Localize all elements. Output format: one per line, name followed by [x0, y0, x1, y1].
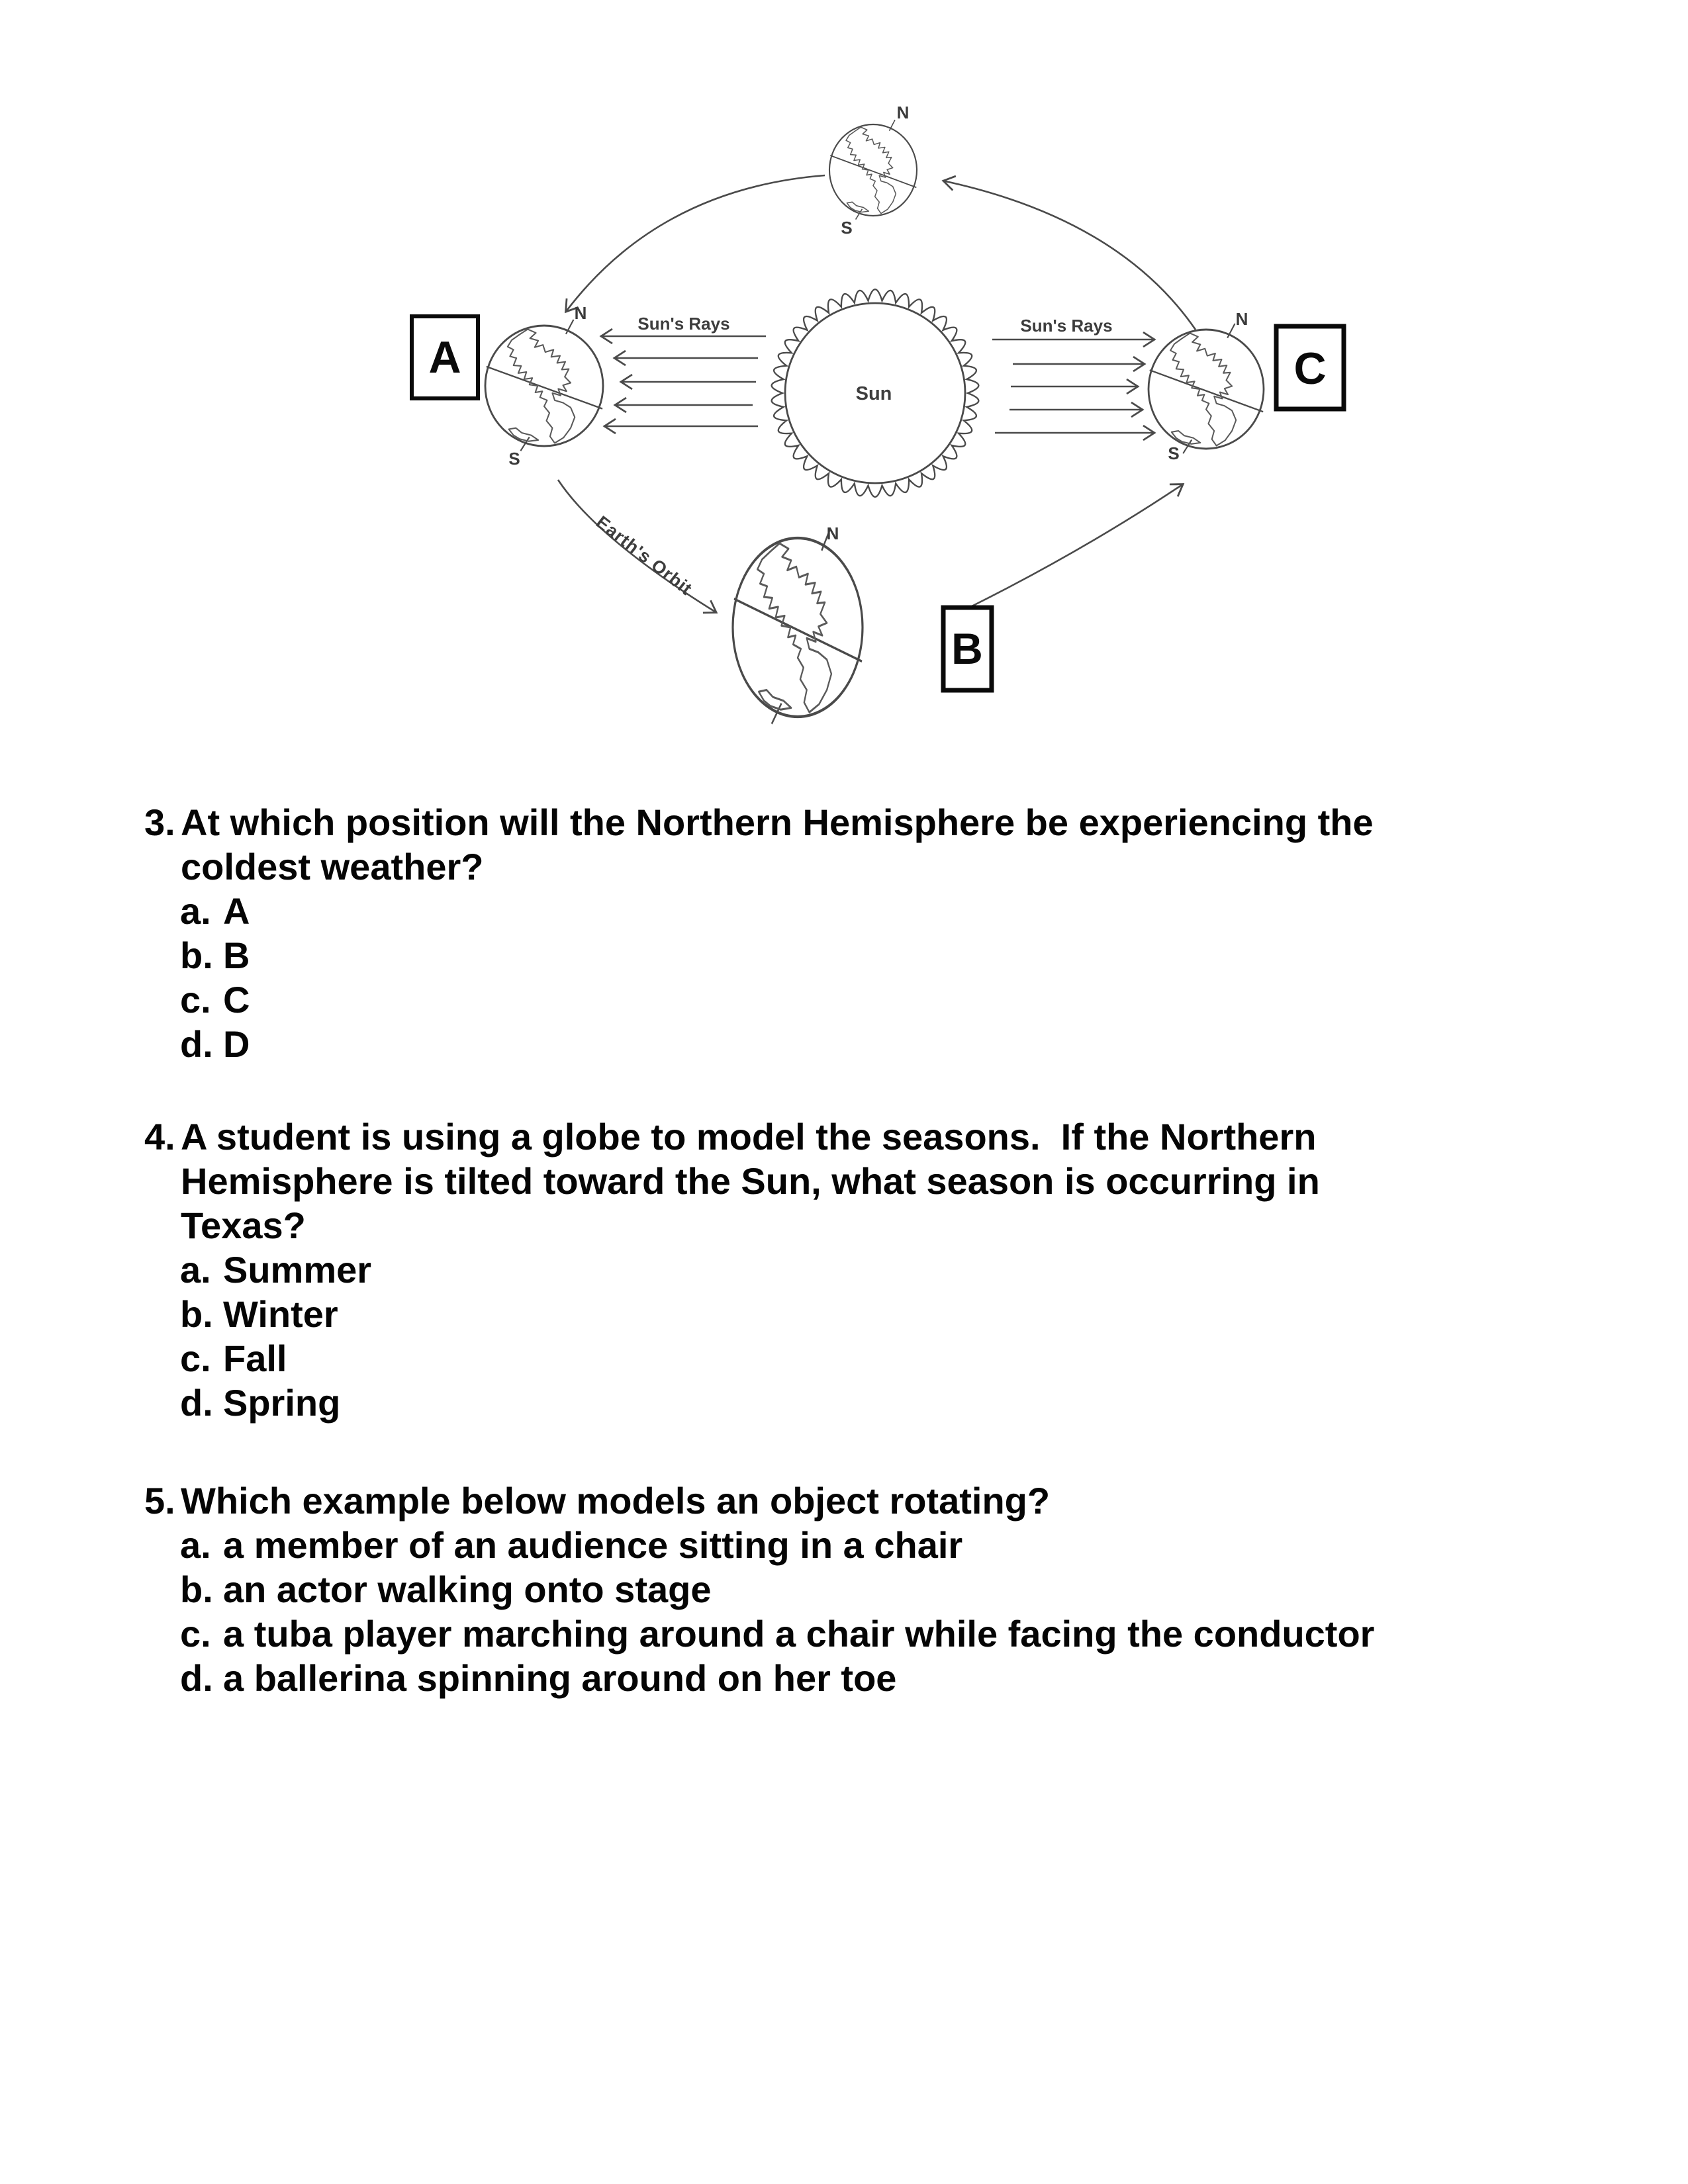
option-text: B [223, 934, 250, 976]
north-label-top-globe: N [896, 103, 910, 122]
question-5-option-b [180, 1567, 1667, 1612]
option-letter: b. [180, 934, 213, 976]
option-letter: a. [180, 890, 211, 932]
option-text: a ballerina spinning around on her toe [223, 1657, 897, 1699]
option-letter: a. [180, 1524, 211, 1566]
option-letter: b. [180, 1293, 213, 1335]
question-3-option-c [180, 978, 1667, 1022]
option-text: Spring [223, 1382, 341, 1424]
question-3-number: 3. [144, 801, 175, 843]
question-3 [144, 800, 1667, 1066]
option-text: Fall [223, 1338, 287, 1379]
option-text: an actor walking onto stage [223, 1569, 712, 1610]
question-3-option-b [180, 933, 1667, 978]
suns-rays-right-label: Sun's Rays [1020, 316, 1113, 336]
option-text: a member of an audience sitting in a chair [223, 1524, 963, 1566]
question-4-line-3: Texas? [181, 1205, 306, 1246]
earth-globe-c [1149, 324, 1264, 453]
option-letter: c. [180, 979, 211, 1021]
orbit-arc-c-to-top [943, 181, 1196, 330]
north-label-globe-c: N [1235, 309, 1248, 329]
option-text: A [223, 890, 250, 932]
orbit-arc-b-to-c [972, 484, 1184, 606]
option-letter: b. [180, 1569, 213, 1610]
option-text: a tuba player marching around a chair while facing the conductor [223, 1613, 1375, 1655]
option-text: Winter [223, 1293, 338, 1335]
suns-rays-left-label: Sun's Rays [637, 314, 730, 334]
question-5-number: 5. [144, 1480, 175, 1522]
position-letter-a: A [428, 332, 461, 383]
question-4-number: 4. [144, 1116, 175, 1158]
option-letter: a. [180, 1249, 211, 1291]
position-letter-c: C [1293, 343, 1327, 394]
question-5-line-1: Which example below models an object rotating? [181, 1480, 1051, 1522]
question-4-option-a [180, 1248, 1667, 1292]
south-label-globe-a: S [508, 449, 520, 469]
option-text: D [223, 1023, 250, 1065]
seasons-diagram [0, 0, 1688, 781]
option-letter: c. [180, 1338, 211, 1379]
question-4-option-c [180, 1336, 1667, 1381]
question-5-option-d [180, 1656, 1667, 1700]
suns-rays-right-group [992, 340, 1155, 433]
earths-orbit-label: Earth's Orbit [592, 512, 696, 600]
north-label-globe-a: N [574, 303, 587, 323]
position-letter-b: B [951, 624, 983, 673]
question-4-line-1: A student is using a globe to model the seasons. If the Northern [181, 1116, 1317, 1158]
question-3-option-a [180, 889, 1667, 933]
option-text: C [223, 979, 250, 1021]
option-text: Summer [223, 1249, 372, 1291]
north-label-globe-b: N [826, 523, 839, 543]
sun-label: Sun [855, 383, 892, 404]
option-letter: d. [180, 1023, 213, 1065]
question-3-line-2: coldest weather? [181, 846, 484, 887]
question-5-option-a [180, 1523, 1667, 1567]
question-3-option-d [180, 1022, 1667, 1066]
question-5-option-c [180, 1612, 1667, 1656]
earth-globe-top [829, 120, 917, 219]
south-label-globe-c: S [1168, 443, 1180, 463]
option-letter: d. [180, 1657, 213, 1699]
earth-globe-b [733, 529, 863, 724]
suns-rays-left-group [600, 336, 766, 426]
question-4-option-d [180, 1381, 1667, 1425]
option-letter: c. [180, 1613, 211, 1655]
question-3-line-1: At which position will the Northern Hemisphere be experiencing the [181, 801, 1374, 843]
orbit-arc-top-to-a [565, 175, 825, 312]
south-label-top-globe: S [841, 218, 853, 238]
question-4 [144, 1115, 1667, 1425]
question-4-line-2: Hemisphere is tilted toward the Sun, what season is occurring in [181, 1160, 1320, 1202]
question-5 [144, 1479, 1667, 1700]
option-letter: d. [180, 1382, 213, 1424]
question-4-option-b [180, 1292, 1667, 1336]
earth-globe-a [485, 320, 603, 451]
